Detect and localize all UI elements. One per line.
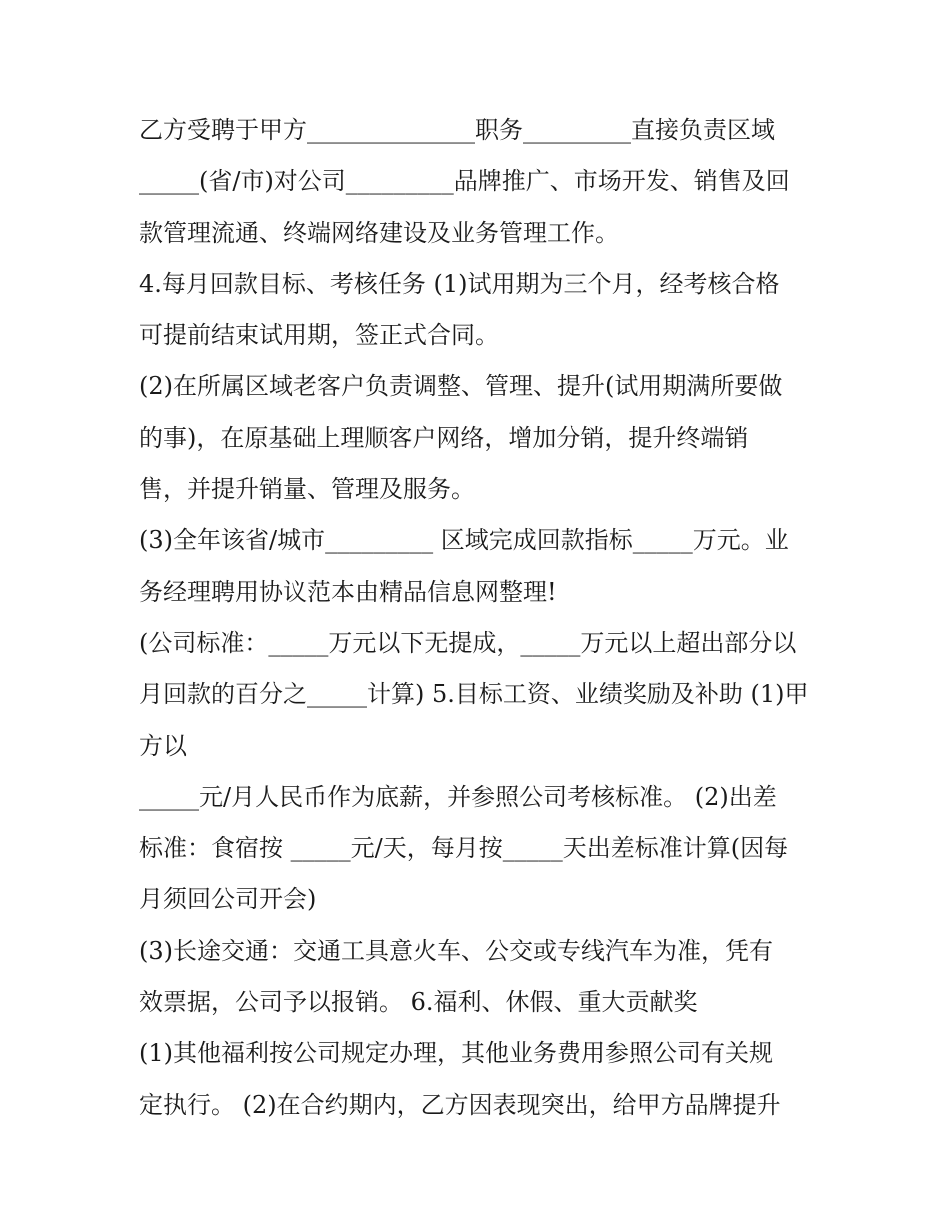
text-line: (1)其他福利按公司规定办理，其他业务费用参照公司有关规 [139, 1039, 773, 1068]
text-line: _____元/月人民币作为底薪，并参照公司考核标准。 (2)出差 [139, 782, 777, 811]
text-line: _____(省/市)对公司_________品牌推广、市场开发、销售及回 [139, 167, 790, 196]
text-line: 乙方受聘于甲方______________职务_________直接负责区域 [139, 116, 775, 144]
text-line: (2)在所属区域老客户负责调整、管理、提升(试用期满所要做 [139, 372, 783, 401]
text-line: (公司标准：_____万元以下无提成，_____万元以上超出部分以 [139, 628, 797, 657]
text-line: 效票据，公司予以报销。 6.福利、休假、重大贡献奖 [139, 988, 698, 1017]
text-line: 款管理流通、终端网络建设及业务管理工作。 [139, 218, 619, 247]
text-line: (3)全年该省/城市_________ 区域完成回款指标_____万元。业 [139, 526, 789, 555]
text-line: 方以 [139, 731, 187, 760]
text-line: 的事)，在原基础上理顺客户网络，增加分销，提升终端销 [139, 423, 749, 452]
text-line: 可提前结束试用期，签正式合同。 [139, 321, 499, 350]
text-line: 月回款的百分之_____计算) 5.目标工资、业绩奖励及补助 (1)甲 [139, 680, 809, 709]
text-line: 定执行。 (2)在合约期内，乙方因表现突出，给甲方品牌提升 [139, 1090, 781, 1119]
text-line: 4.每月回款目标、考核任务 (1)试用期为三个月，经考核合格 [139, 269, 780, 298]
text-line: 售，并提升销量、管理及服务。 [139, 475, 475, 504]
text-line: (3)长途交通：交通工具意火车、公交或专线汽车为准，凭有 [139, 936, 773, 965]
text-line: 务经理聘用协议范本由精品信息网整理! [139, 577, 557, 606]
document-body [139, 108, 819, 1134]
text-line: 标准：食宿按 _____元/天，每月按_____天出差标准计算(因每 [139, 834, 789, 863]
text-line: 月须回公司开会) [139, 885, 317, 914]
